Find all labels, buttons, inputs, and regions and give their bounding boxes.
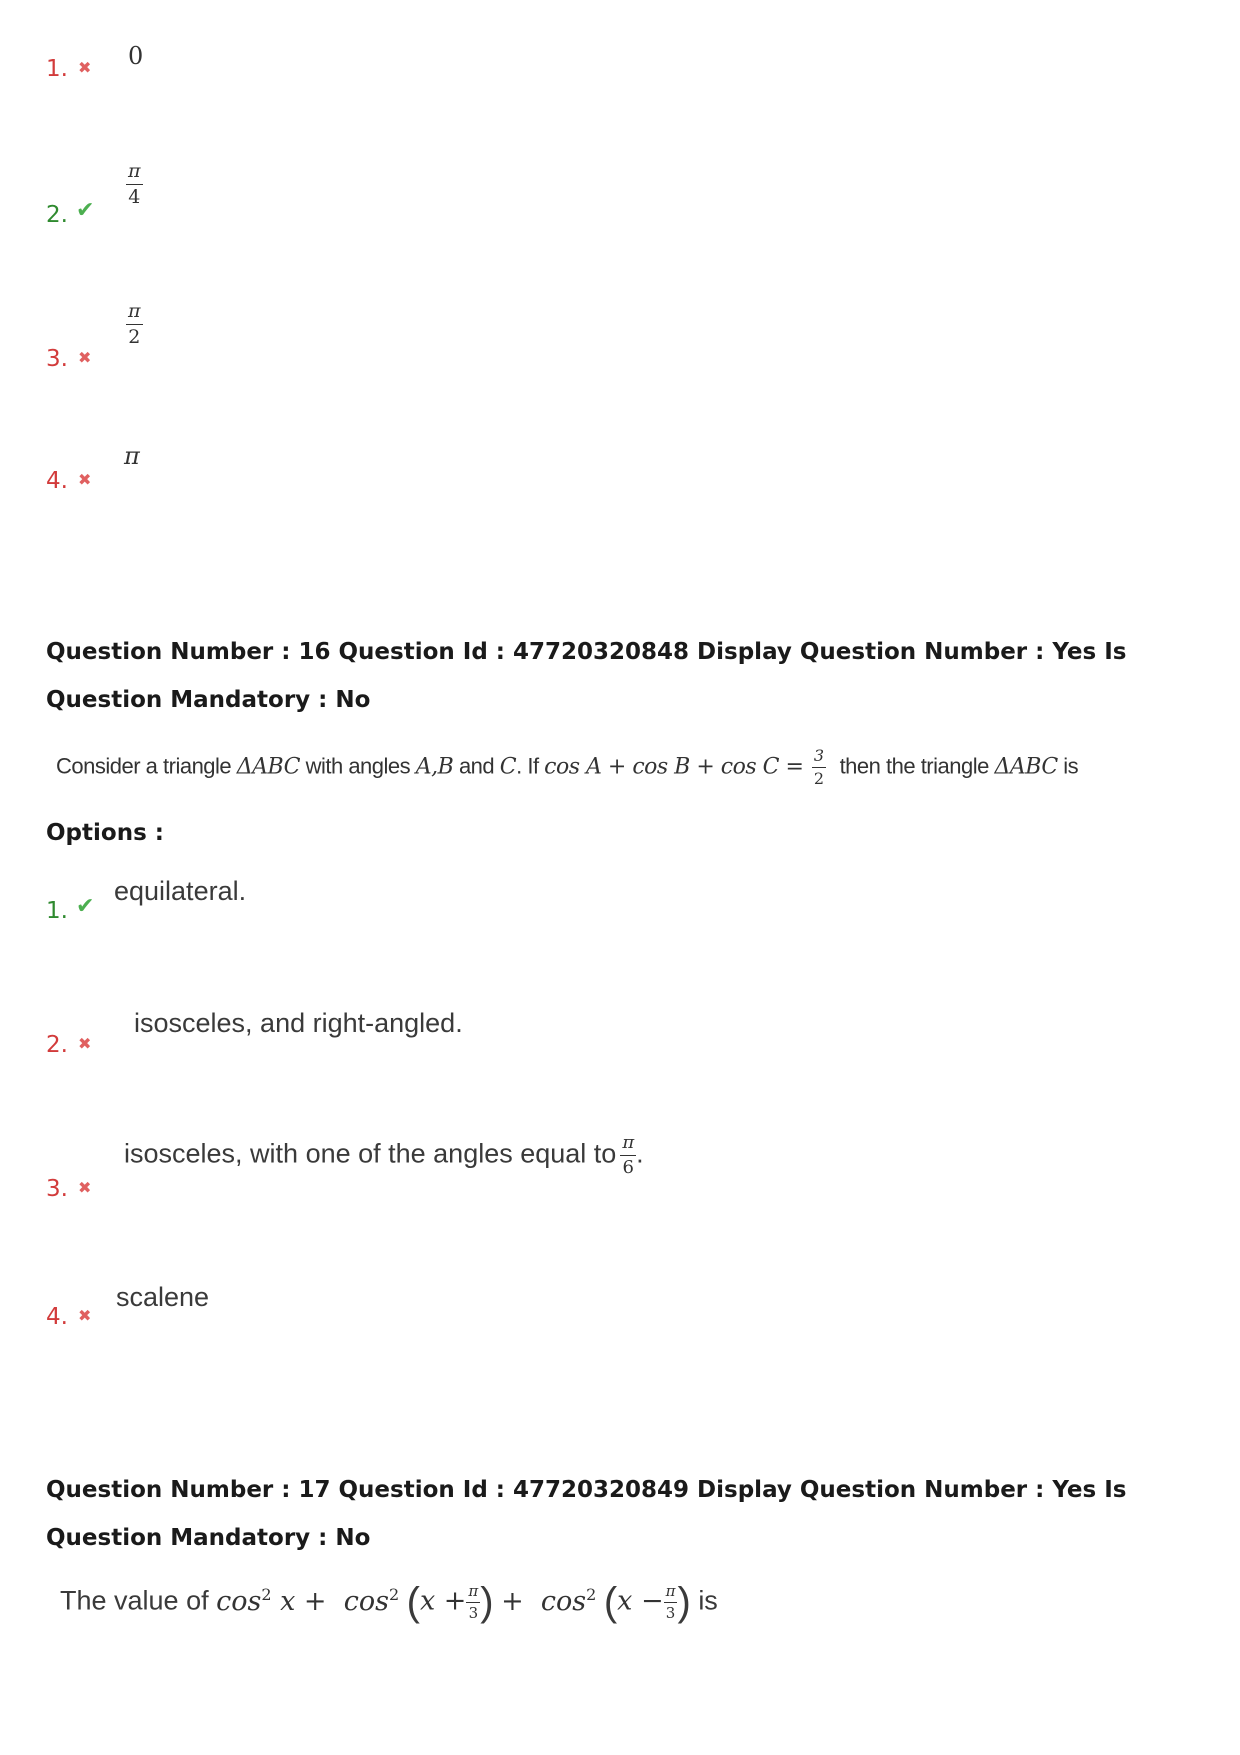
q15-option-4-value: π — [124, 442, 140, 470]
cross-icon: ✖ — [78, 1178, 92, 1197]
q16-option-3-number: 3. — [46, 1176, 68, 1202]
question-17-stem: The value of $\cos^2 x + \cos^2 (x$ + $\frac{\pi}{3}$ ) + $\cos^2 (x$ − $\frac{\pi}{3}$ ) is — [60, 1580, 718, 1624]
q16-option-2-number: 2. — [46, 1032, 68, 1058]
q16-option-4-number: 4. — [46, 1304, 68, 1330]
cross-icon: ✖ — [78, 58, 92, 77]
q15-option-2-value: $\frac{\pi}{4}$ — [128, 160, 141, 208]
q15-option-3-number: 3. — [46, 346, 68, 372]
q15-option-4-number: 4. — [46, 468, 68, 494]
q16-option-3-text: isosceles, with one of the angles equal to $\frac{\pi}{6}$ . — [124, 1132, 644, 1178]
question-16-header: Question Number : 16 Question Id : 47720320848 Display Question Number : Yes Is Question Mandatory : No — [46, 639, 1127, 713]
q16-option-1-number: 1. — [46, 898, 68, 924]
cross-icon: ✖ — [78, 470, 92, 489]
cross-icon: ✖ — [78, 348, 92, 367]
question-16-stem: Consider a triangle ΔABC with angles A,B and C. If cos A + cos B + cos C = $\frac{3}{2}$ then the triangle ΔABC is — [56, 746, 1079, 788]
q15-option-2-number: 2. — [46, 202, 68, 228]
check-icon: ✔ — [76, 894, 95, 919]
q15-option-1-number: 1. — [46, 56, 68, 82]
q16-option-1-text: equilateral. — [114, 876, 247, 906]
check-icon: ✔ — [76, 198, 95, 223]
cross-icon: ✖ — [78, 1034, 92, 1053]
options-label: Options : — [46, 820, 164, 846]
q15-option-1-value: 0 — [128, 42, 144, 70]
q15-option-3-value: $\frac{\pi}{2}$ — [128, 300, 141, 348]
q16-option-4-text: scalene — [116, 1282, 210, 1312]
question-17-header: Question Number : 17 Question Id : 47720320849 Display Question Number : Yes Is Question Mandatory : No — [46, 1477, 1127, 1551]
q16-option-2-text: isosceles, and right-angled. — [134, 1008, 463, 1038]
cross-icon: ✖ — [78, 1306, 92, 1325]
